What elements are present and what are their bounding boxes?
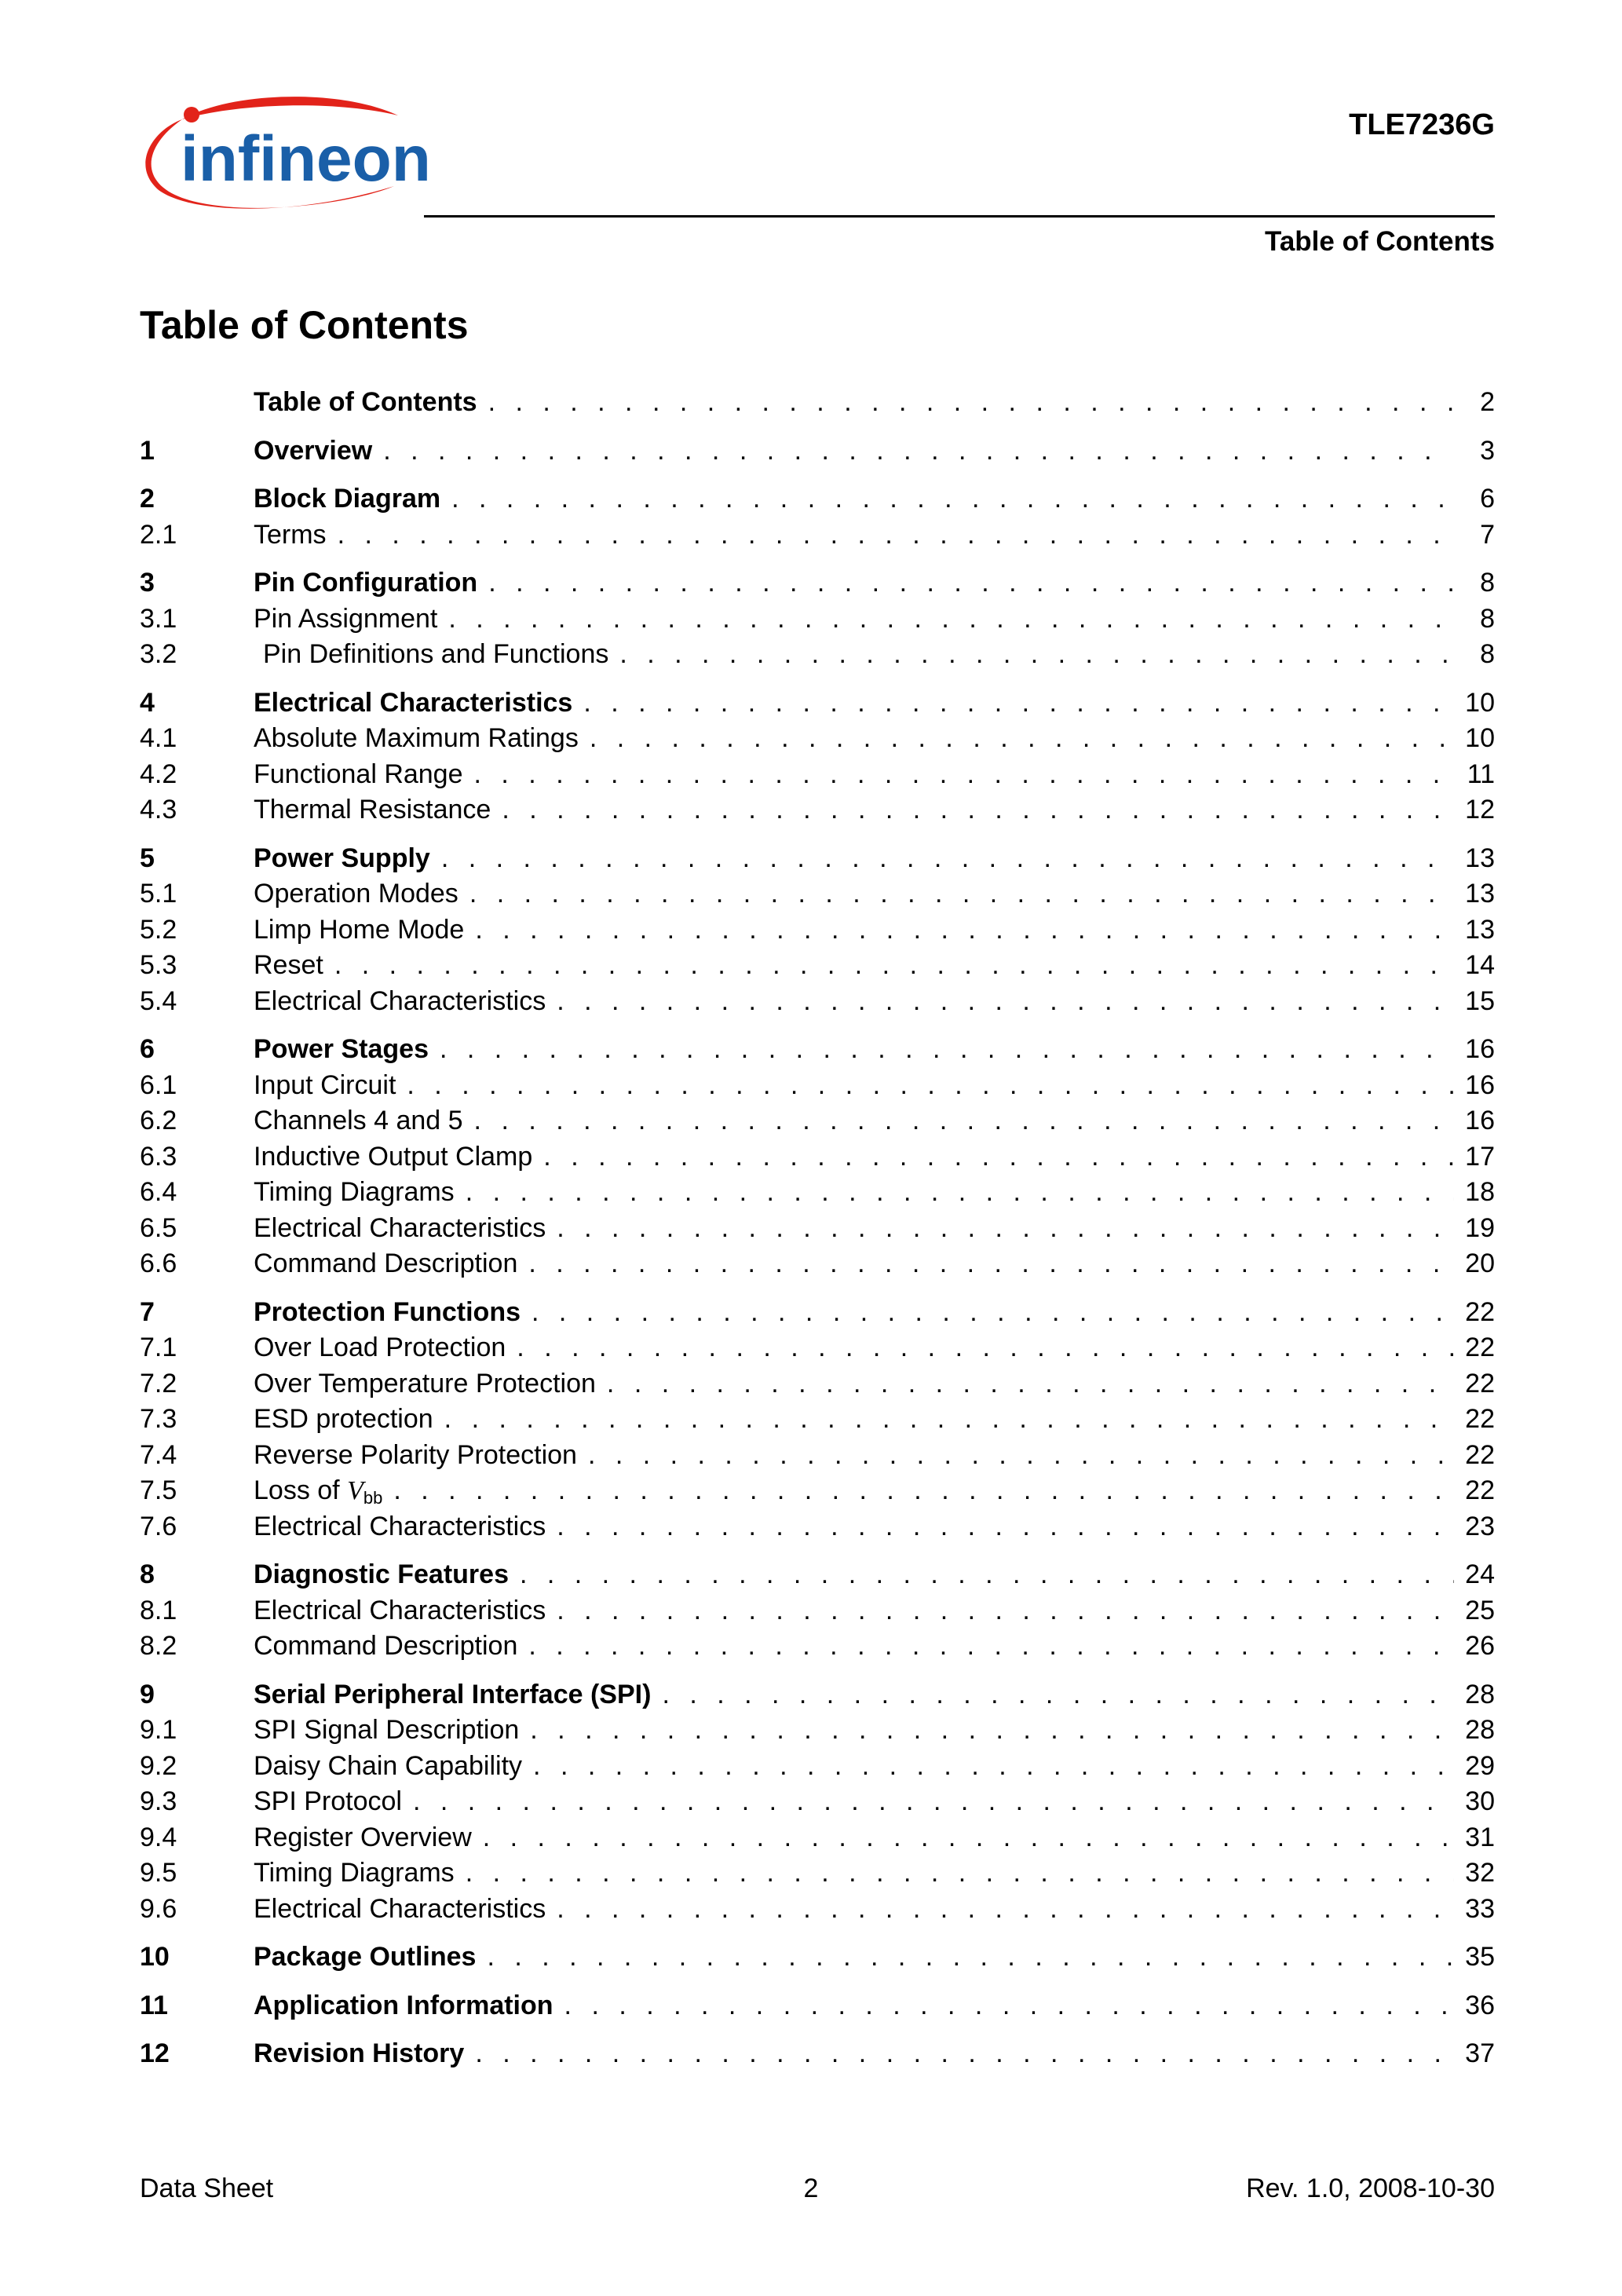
toc-entry-title-text: Reverse Polarity Protection xyxy=(254,1439,577,1470)
toc-group xyxy=(140,481,1495,553)
toc-entry-title xyxy=(254,841,441,876)
toc-leader-dots xyxy=(488,385,1454,420)
toc-leader-dots xyxy=(557,984,1454,1019)
toc-entry-title xyxy=(254,1677,662,1713)
toc-section-entry[interactable] xyxy=(140,1438,1495,1474)
toc-entry-number: 5.2 xyxy=(140,914,177,945)
toc-section-entry[interactable] xyxy=(140,1629,1495,1665)
toc-section-entry[interactable] xyxy=(140,1068,1495,1104)
toc-entry-number: 3.2 xyxy=(140,639,177,669)
toc-entry-title xyxy=(254,876,469,912)
toc-entry-number: 3 xyxy=(140,568,155,598)
toc-entry-page: 6 xyxy=(1480,484,1495,514)
toc-entry-number: 9 xyxy=(140,1679,155,1709)
toc-entry-page: 22 xyxy=(1465,1439,1495,1470)
toc-section-entry[interactable] xyxy=(140,1855,1495,1892)
toc-entry-title-text: ESD protection xyxy=(254,1404,433,1434)
toc-entry-title-text: Absolute Maximum Ratings xyxy=(254,723,579,753)
toc-entry-number: 5.3 xyxy=(140,950,177,980)
toc-chapter-entry[interactable] xyxy=(140,686,1495,722)
toc-entry-page: 22 xyxy=(1465,1368,1495,1398)
toc-entry-page: 16 xyxy=(1465,1034,1495,1064)
toc-entry-page: 33 xyxy=(1465,1893,1495,1924)
toc-entry-title-text: Terms xyxy=(254,519,327,550)
toc-entry-title-text: Electrical Characteristics xyxy=(254,1893,546,1924)
document-id: TLE7236G xyxy=(1349,108,1495,141)
toc-entry-title-text: Timing Diagrams xyxy=(254,1177,455,1207)
toc-group xyxy=(140,2036,1495,2072)
toc-entry-number: 7.4 xyxy=(140,1439,177,1470)
toc-entry-page: 11 xyxy=(1467,759,1495,789)
toc-chapter-entry[interactable] xyxy=(140,1557,1495,1593)
toc-entry-title xyxy=(254,721,590,756)
toc-entry-page: 22 xyxy=(1465,1404,1495,1434)
toc-entry-title-text: Channels 4 and 5 xyxy=(254,1106,463,1135)
toc-leader-dots xyxy=(528,1246,1454,1281)
toc-chapter-entry[interactable] xyxy=(140,565,1495,601)
toc-section-entry[interactable] xyxy=(140,792,1495,828)
toc-entry-title xyxy=(254,948,334,983)
toc-section-entry[interactable] xyxy=(140,1246,1495,1282)
toc-entry-title xyxy=(254,1940,487,1975)
toc-entry-title xyxy=(254,1330,517,1366)
toc-leader-dots xyxy=(528,1629,1454,1664)
toc-leader-dots xyxy=(383,433,1454,469)
toc-entry-title-text: Power Supply xyxy=(254,843,430,873)
toc-section-entry[interactable] xyxy=(140,1892,1495,1928)
toc-entry-page: 19 xyxy=(1465,1212,1495,1243)
toc-entry-title xyxy=(254,1139,543,1175)
toc-entry-page: 18 xyxy=(1465,1177,1495,1207)
toc-entry-page: 30 xyxy=(1465,1786,1495,1816)
toc-entry-page: 25 xyxy=(1465,1595,1495,1625)
toc-entry-page: 36 xyxy=(1465,1990,1495,2020)
toc-section-entry[interactable] xyxy=(140,1366,1495,1402)
toc-leader-dots xyxy=(469,876,1454,912)
toc-entry-title-text: Serial Peripheral Interface (SPI) xyxy=(254,1679,652,1709)
toc-group xyxy=(140,565,1495,673)
toc-entry-title xyxy=(254,481,451,517)
toc-leader-dots xyxy=(543,1139,1454,1175)
toc-group xyxy=(140,686,1495,828)
toc-entry-number: 4.1 xyxy=(140,723,177,753)
toc-entry-title-text: Over Load Protection xyxy=(254,1333,506,1362)
toc-entry-number: 7.6 xyxy=(140,1511,177,1541)
toc-entry-page: 2 xyxy=(1480,387,1495,417)
toc-leader-dots xyxy=(520,1557,1454,1592)
toc-entry-number: 6 xyxy=(140,1034,155,1064)
toc-entry-title-text: SPI Signal Description xyxy=(254,1715,520,1745)
toc-entry-title-text: SPI Protocol xyxy=(254,1786,402,1816)
toc-section-entry[interactable] xyxy=(140,1593,1495,1629)
toc-entry-title xyxy=(254,1749,533,1784)
page-title: Table of Contents xyxy=(140,303,469,347)
toc-entry-number: 9.3 xyxy=(140,1786,177,1816)
toc-chapter-entry[interactable] xyxy=(140,1988,1495,2024)
toc-chapter-entry[interactable] xyxy=(140,385,1495,421)
toc-entry-title xyxy=(254,2036,475,2071)
toc-entry-page: 14 xyxy=(1465,950,1495,980)
toc-entry-number: 9.4 xyxy=(140,1822,177,1852)
toc-entry-page: 8 xyxy=(1480,568,1495,598)
toc-entry-title-text: Command Description xyxy=(254,1631,518,1661)
toc-entry-title xyxy=(254,385,488,420)
toc-leader-dots xyxy=(338,517,1454,553)
toc-entry-title-text: Operation Modes xyxy=(254,879,458,909)
toc-chapter-entry[interactable] xyxy=(140,1677,1495,1713)
toc-section-entry[interactable] xyxy=(140,1473,1495,1509)
toc-leader-dots xyxy=(451,481,1454,517)
toc-entry-title xyxy=(254,1820,483,1855)
toc-entry-title-text: Command Description xyxy=(254,1249,518,1278)
toc-group xyxy=(140,1032,1495,1282)
toc-section-entry[interactable] xyxy=(140,1820,1495,1856)
toc-leader-dots xyxy=(662,1677,1454,1713)
toc-entry-title xyxy=(254,1509,557,1545)
toc-entry-page: 29 xyxy=(1465,1750,1495,1781)
toc-section-entry[interactable] xyxy=(140,984,1495,1020)
toc-entry-page: 35 xyxy=(1465,1942,1495,1972)
toc-chapter-entry[interactable] xyxy=(140,433,1495,470)
toc-group xyxy=(140,1988,1495,2024)
toc-entry-title-text: Pin Definitions and Functions xyxy=(263,639,609,669)
toc-entry-title xyxy=(254,1366,607,1402)
toc-entry-number: 9.1 xyxy=(140,1715,177,1745)
toc-leader-dots xyxy=(487,1940,1454,1975)
toc-entry-number: 5.4 xyxy=(140,985,177,1016)
toc-section-entry[interactable] xyxy=(140,1713,1495,1749)
toc-entry-title-text: Daisy Chain Capability xyxy=(254,1750,523,1781)
toc-entry-number: 8 xyxy=(140,1559,155,1589)
toc-entry-title xyxy=(254,1438,588,1473)
toc-chapter-entry[interactable] xyxy=(140,2036,1495,2072)
toc-entry-page: 3 xyxy=(1480,435,1495,466)
toc-leader-dots xyxy=(488,565,1454,601)
toc-leader-dots xyxy=(502,792,1454,828)
toc-section-entry[interactable] xyxy=(140,948,1495,984)
toc-leader-dots xyxy=(474,757,1454,792)
toc-entry-page: 13 xyxy=(1465,914,1495,945)
toc-entry-page: 12 xyxy=(1465,795,1495,824)
toc-group xyxy=(140,1677,1495,1928)
toc-entry-title-text: Electrical Characteristics xyxy=(254,1212,546,1243)
toc-entry-title xyxy=(254,757,474,792)
toc-entry-page: 8 xyxy=(1480,603,1495,634)
toc-group xyxy=(140,1557,1495,1665)
toc-leader-dots xyxy=(444,1402,1454,1437)
toc-entry-title-text: Register Overview xyxy=(254,1822,472,1852)
logo-dot xyxy=(184,107,199,122)
toc-entry-page: 16 xyxy=(1465,1106,1495,1135)
toc-leader-dots xyxy=(557,1211,1454,1246)
toc-entry-subscript: bb xyxy=(363,1488,383,1508)
toc-section-entry[interactable] xyxy=(140,601,1495,638)
toc-leader-dots xyxy=(564,1988,1454,2024)
toc-entry-number: 6.5 xyxy=(140,1212,177,1243)
toc-section-entry[interactable] xyxy=(140,1103,1495,1139)
toc-entry-title xyxy=(254,1593,557,1629)
footer-page-number: 2 xyxy=(803,2174,819,2203)
toc-entry-number: 10 xyxy=(140,1942,170,1972)
toc-entry-title-text: Timing Diagrams xyxy=(254,1858,455,1888)
toc-leader-dots xyxy=(413,1784,1454,1819)
toc-entry-page: 28 xyxy=(1465,1715,1495,1745)
toc-entry-number: 3.1 xyxy=(140,603,177,634)
toc-entry-title xyxy=(254,1892,557,1927)
toc-entry-number: 7.3 xyxy=(140,1404,177,1434)
toc-entry-title-text: Electrical Characteristics xyxy=(254,985,546,1016)
infineon-logo-mark xyxy=(135,88,433,229)
toc-entry-title-text: Over Temperature Protection xyxy=(254,1368,596,1398)
toc-leader-dots xyxy=(557,1892,1454,1927)
toc-entry-title xyxy=(254,912,475,948)
toc-entry-title xyxy=(254,433,383,469)
toc-entry-number: 6.4 xyxy=(140,1177,177,1207)
toc-entry-number: 4.2 xyxy=(140,759,177,789)
toc-entry-number: 7.1 xyxy=(140,1333,177,1362)
toc-entry-page: 10 xyxy=(1465,687,1495,718)
toc-entry-title xyxy=(254,1068,407,1103)
toc-section-entry[interactable] xyxy=(140,1175,1495,1211)
toc-leader-dots xyxy=(588,1438,1454,1473)
toc-entry-number: 4 xyxy=(140,687,155,718)
toc-entry-title-text: Electrical Characteristics xyxy=(254,1511,546,1541)
toc-entry-page: 13 xyxy=(1465,843,1495,873)
toc-entry-title-text: Overview xyxy=(254,435,373,466)
toc-entry-number: 2.1 xyxy=(140,519,177,550)
toc-section-entry[interactable] xyxy=(140,1784,1495,1820)
toc-entry-page: 15 xyxy=(1465,985,1495,1016)
toc-entry-number: 8.1 xyxy=(140,1595,177,1625)
toc-entry-title xyxy=(254,1246,528,1281)
toc-entry-number: 2 xyxy=(140,484,155,514)
toc-group xyxy=(140,1940,1495,1976)
toc-section-entry[interactable] xyxy=(140,1749,1495,1785)
toc-entry-title xyxy=(254,1211,557,1246)
toc-entry-title xyxy=(254,517,338,553)
toc-section-entry[interactable] xyxy=(140,637,1495,673)
toc-entry-title-text: Application Information xyxy=(254,1990,553,2020)
toc-entry-number: 11 xyxy=(140,1990,168,2020)
toc-entry-title-text: Limp Home Mode xyxy=(254,914,465,945)
footer-doc-type: Data Sheet xyxy=(140,2174,274,2203)
table-of-contents xyxy=(140,385,1495,2085)
toc-entry-title xyxy=(254,1103,474,1139)
toc-entry-title xyxy=(254,1629,528,1664)
toc-entry-page: 22 xyxy=(1465,1296,1495,1327)
toc-entry-number: 7.2 xyxy=(140,1368,177,1398)
toc-leader-dots xyxy=(590,721,1454,756)
toc-chapter-entry[interactable] xyxy=(140,1032,1495,1068)
toc-leader-dots xyxy=(532,1295,1454,1330)
toc-entry-title-text: Loss of xyxy=(254,1475,348,1505)
toc-leader-dots xyxy=(557,1593,1454,1629)
toc-entry-page: 31 xyxy=(1465,1822,1495,1852)
infineon-logo xyxy=(135,88,433,229)
toc-entry-page: 26 xyxy=(1465,1631,1495,1661)
toc-section-entry[interactable] xyxy=(140,1402,1495,1438)
toc-section-entry[interactable] xyxy=(140,876,1495,912)
toc-entry-number: 6.2 xyxy=(140,1106,177,1135)
toc-chapter-entry[interactable] xyxy=(140,481,1495,517)
toc-entry-title-text: Functional Range xyxy=(254,759,463,789)
toc-chapter-entry[interactable] xyxy=(140,1940,1495,1976)
toc-group xyxy=(140,385,1495,421)
toc-entry-title xyxy=(254,984,557,1019)
toc-section-entry[interactable] xyxy=(140,912,1495,949)
toc-entry-title xyxy=(254,601,448,637)
toc-entry-number: 9.5 xyxy=(140,1858,177,1888)
toc-entry-title xyxy=(254,637,619,672)
toc-entry-page: 7 xyxy=(1480,519,1495,550)
toc-entry-title-text: Diagnostic Features xyxy=(254,1559,509,1589)
toc-leader-dots xyxy=(441,841,1454,876)
toc-chapter-entry[interactable] xyxy=(140,1295,1495,1331)
header-rule xyxy=(424,215,1495,218)
toc-entry-number: 9.6 xyxy=(140,1893,177,1924)
toc-entry-title-text: Power Stages xyxy=(254,1034,429,1064)
toc-entry-page: 28 xyxy=(1465,1679,1495,1709)
toc-entry-page: 17 xyxy=(1465,1141,1495,1172)
toc-entry-title xyxy=(254,1988,564,2024)
toc-entry-number: 7 xyxy=(140,1296,155,1327)
toc-entry-title xyxy=(254,686,583,721)
toc-leader-dots xyxy=(466,1175,1454,1210)
footer-revision: Rev. 1.0, 2008-10-30 xyxy=(1246,2174,1495,2203)
toc-entry-title xyxy=(254,1175,466,1210)
logo-text: infineon xyxy=(181,123,431,195)
toc-entry-title-text: Pin Assignment xyxy=(254,603,438,634)
toc-entry-page: 22 xyxy=(1465,1333,1495,1362)
toc-entry-title xyxy=(254,1713,530,1748)
toc-leader-dots xyxy=(407,1068,1454,1103)
toc-group xyxy=(140,1295,1495,1545)
toc-entry-number: 6.6 xyxy=(140,1249,177,1278)
toc-leader-dots xyxy=(619,637,1454,672)
toc-section-entry[interactable] xyxy=(140,721,1495,757)
toc-section-entry[interactable] xyxy=(140,1211,1495,1247)
toc-section-entry[interactable] xyxy=(140,1330,1495,1366)
toc-entry-number: 9.2 xyxy=(140,1750,177,1781)
toc-leader-dots xyxy=(448,601,1454,637)
toc-leader-dots xyxy=(474,1103,1454,1139)
header-section-name: Table of Contents xyxy=(1265,226,1495,257)
toc-entry-title-text: Inductive Output Clamp xyxy=(254,1141,533,1172)
toc-leader-dots xyxy=(393,1473,1454,1508)
toc-entry-page: 32 xyxy=(1465,1858,1495,1888)
toc-entry-title-text: Thermal Resistance xyxy=(254,795,491,824)
toc-entry-number: 5.1 xyxy=(140,879,177,909)
toc-entry-page: 20 xyxy=(1465,1249,1495,1278)
toc-entry-page: 37 xyxy=(1465,2038,1495,2068)
toc-entry-title xyxy=(254,1295,532,1330)
toc-leader-dots xyxy=(607,1366,1454,1402)
toc-section-entry[interactable] xyxy=(140,757,1495,793)
toc-entry-number: 1 xyxy=(140,435,155,466)
toc-entry-title xyxy=(254,1784,413,1819)
toc-leader-dots xyxy=(475,912,1454,948)
logo-swoosh-upper xyxy=(182,97,398,119)
toc-entry-title-text: Protection Functions xyxy=(254,1296,521,1327)
toc-entry-title xyxy=(254,792,502,828)
toc-entry-title-text: Package Outlines xyxy=(254,1942,477,1972)
toc-leader-dots xyxy=(557,1509,1454,1545)
toc-entry-title-text: Electrical Characteristics xyxy=(254,687,573,718)
toc-entry-title xyxy=(254,565,488,601)
toc-entry-title-text: Pin Configuration xyxy=(254,568,478,598)
toc-entry-title xyxy=(254,1402,444,1437)
toc-entry-page: 10 xyxy=(1465,723,1495,753)
toc-section-entry[interactable] xyxy=(140,517,1495,554)
toc-entry-number: 7.5 xyxy=(140,1475,177,1505)
toc-entry-title xyxy=(254,1855,466,1891)
toc-group xyxy=(140,433,1495,470)
toc-leader-dots xyxy=(533,1749,1454,1784)
toc-leader-dots xyxy=(583,686,1454,721)
toc-leader-dots xyxy=(530,1713,1454,1748)
toc-entry-page: 13 xyxy=(1465,879,1495,909)
toc-entry-page: 8 xyxy=(1480,639,1495,669)
toc-entry-title-text: Revision History xyxy=(254,2038,465,2068)
toc-leader-dots xyxy=(483,1820,1454,1855)
toc-entry-page: 23 xyxy=(1465,1511,1495,1541)
toc-entry-title-text: Reset xyxy=(254,950,323,980)
toc-entry-number: 5 xyxy=(140,843,155,873)
toc-entry-page: 16 xyxy=(1465,1069,1495,1100)
toc-leader-dots xyxy=(475,2036,1454,2071)
toc-entry-page: 22 xyxy=(1465,1475,1495,1505)
toc-entry-title-text: Input Circuit xyxy=(254,1069,396,1100)
toc-entry-number: 6.1 xyxy=(140,1069,177,1100)
toc-entry-page: 24 xyxy=(1465,1559,1495,1589)
toc-leader-dots xyxy=(466,1855,1454,1891)
toc-entry-title-text: Electrical Characteristics xyxy=(254,1595,546,1625)
toc-entry-symbol: V xyxy=(347,1476,363,1505)
toc-leader-dots xyxy=(440,1032,1454,1067)
toc-chapter-entry[interactable] xyxy=(140,841,1495,877)
toc-section-entry[interactable] xyxy=(140,1509,1495,1545)
toc-section-entry[interactable] xyxy=(140,1139,1495,1175)
toc-leader-dots xyxy=(334,948,1454,983)
toc-entry-title xyxy=(254,1557,520,1592)
toc-entry-number: 12 xyxy=(140,2038,170,2068)
toc-entry-title-text: Table of Contents xyxy=(254,387,477,417)
toc-entry-title xyxy=(254,1032,440,1067)
toc-entry-number: 6.3 xyxy=(140,1141,177,1172)
toc-leader-dots xyxy=(517,1330,1454,1366)
toc-entry-number: 4.3 xyxy=(140,795,177,824)
toc-entry-number: 8.2 xyxy=(140,1631,177,1661)
toc-entry-title-text: Block Diagram xyxy=(254,484,441,514)
toc-group xyxy=(140,841,1495,1020)
